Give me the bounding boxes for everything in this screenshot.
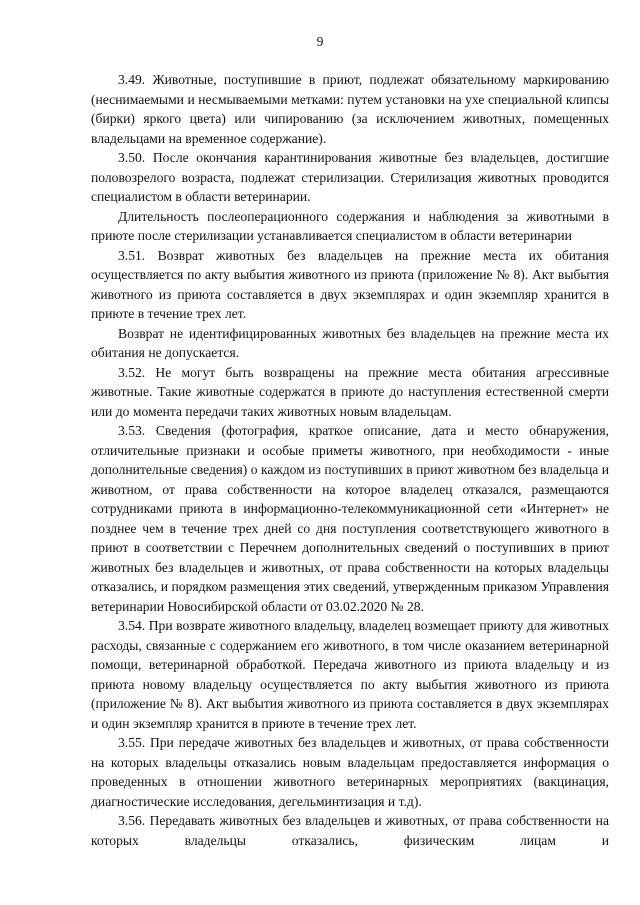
paragraph-3-53: 3.53. Сведения (фотография, краткое описание, дата и место обнаружения, отличительные признаки и особые приметы животного, при необходимости - иные дополнительные сведения) о каждом из поступивших в приют животном без владельца и животном, от права собственности на которое владелец отказался, размещаются сотрудниками приюта в информационно-телекоммуникационной сети «Интернет» не позднее чем в течение трех дней со дня поступления соответствующего животного в приют в соответствии с Перечнем дополнительных сведений о поступивших в приют животных без владельцев и животных, от права собственности на которых владельцы отказались, и порядком размещения этих сведений, утвержденным приказом Управления ветеринарии Новосибирской области от 03.02.2020 № 28. [91, 423, 609, 614]
paragraph-3-52: 3.52. Не могут быть возвращены на прежние места обитания агрессивные животные. Такие животные содержатся в приюте до наступления естественной смерти или до момента передачи таких животных новым владельцам. [91, 364, 609, 419]
paragraph-3-56: 3.56. Передавать животных без владельцев и животных, от права собственности на которых владельцы отказались, физическим лицам и [91, 813, 609, 848]
document-body [91, 70, 609, 850]
paragraph-return-unidentified: Возврат не идентифицированных животных без владельцев на прежние места их обитания не допускается. [91, 325, 609, 360]
paragraph-3-51: 3.51. Возврат животных без владельцев на прежние места их обитания осуществляется по акту выбытия животного из приюта (приложение № 8). Акт выбытия животного из приюта составляется в двух экземплярах и один экземпляр хранится в приюте в течение трех лет. [91, 247, 609, 321]
page-number: 9 [316, 34, 324, 49]
paragraph-3-54: 3.54. При возврате животного владельцу, владелец возмещает приюту для животных расходы, связанные с содержанием его животного, в том числе оказанием ветеринарной помощи, ветеринарной обработкой. Передача животного из приюта владельцу и из приюта новому владельцу осуществляется по акту выбытия животного из приюта (приложение № 8). Акт выбытия животного из приюта составляется в двух экземплярах и один экземпляр хранится в приюте в течение трех лет. [91, 618, 609, 731]
paragraph-3-49: 3.49. Животные, поступившие в приют, подлежат обязательному маркированию (неснимаемыми и несмываемыми метками: путем установки на ухе специальной клипсы (бирки) яркого цвета) или чипированию (за исключением животных, помещенных владельцами на временное содержание). [91, 72, 609, 146]
paragraph-3-50: 3.50. После окончания карантинирования животные без владельцев, достигшие половозрелого возраста, подлежат стерилизации. Стерилизация животных проводится специалистом в области ветеринарии. [91, 150, 609, 204]
paragraph-sterilization-observation: Длительность послеоперационного содержания и наблюдения за животными в приюте после стерилизации устанавливается специалистом в области ветеринарии [91, 208, 609, 243]
paragraph-3-55: 3.55. При передаче животных без владельцев и животных, от права собственности на которых владельцы отказались новым владельцам предоставляется информация о проведенных в отношении животного ветеринарных мероприятиях (вакцинация, диагностические исследования, дегельминтизация и т.д). [91, 735, 609, 809]
